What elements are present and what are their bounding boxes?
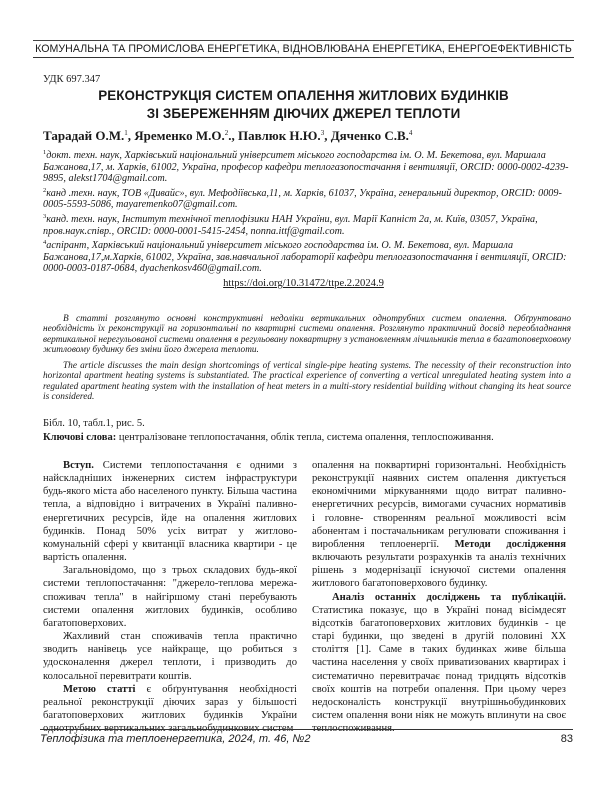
body-column-left (43, 459, 297, 735)
author: Дяченко С.В.$^4$ (330, 128, 413, 143)
section-header-text: КОМУНАЛЬНА ТА ПРОМИСЛОВА ЕНЕРГЕТИКА, ВІДНОВЛЮВАНА ЕНЕРГЕТИКА, ЕНЕРГОЕФЕКТИВНІСТЬ (35, 43, 572, 55)
section-header (33, 40, 574, 58)
keywords (43, 432, 571, 443)
paragraph: Загальновідомо, що з трьох складових будь-якої системи теплопостачання: "джерело-теплова мережа-споживач тепла" в найгіршому стані перебувають системи опалення житлових будинків, особливо багатоповерхових. (43, 565, 297, 629)
section-header-rule (33, 57, 574, 58)
doi-link[interactable]: https://doi.org/10.31472/ttpe.2.2024.9 (223, 278, 384, 289)
title-line-2: ЗІ ЗБЕРЕЖЕННЯМ ДІЮЧИХ ДЖЕРЕЛ ТЕПЛОТИ (146, 106, 461, 121)
article-title (30, 87, 577, 123)
paragraph: опалення на поквартирні горизонтальні. Необхідність реконструкції наявних систем опалення диктується економічними міркуваннями щодо витрат паливно-енергетичних ресурсів, вимогами сучасних нормативів і головне- створенням реальної можливості всім абонентам і постачальникам регулювати споживання і вироблення теплоенергії. Методи дослідження включають результати розрахунків та аналіз технічних рішень з модернізації існуючої системи опалення житлового багатоповерхового будинку. (312, 460, 566, 590)
body-column-right (312, 459, 566, 735)
abstract-ukrainian: В статті розглянуто основні конструктивні недоліки вертикальних однотрубних систем опалення. Обґрунтовано необхідність їх реконструкції на горизонтальні по квартирні системи опалення. Розглянуто практичний досвід переобладнання вертикальної нерегульованої системи опалення в регульовану поквартирну з установленням лічильників тепла в багатоповерховому житловому будинку без зміни його джерела теплоти. (43, 314, 571, 356)
author: Яременко М.О.$^2$., (134, 128, 238, 143)
affiliation: $^4$аспірант, Харківський національний університет міського господарства ім. О. М. Бекетова, вул. Маршала Бажанова,17,м.Харків, 61002, Україна, зав.навчальної лабораторії кафедри теплогазопостачання і вентиляції, ORCID: 0000-0003-0187-0684, dyachenkosv460@gmail.com. (43, 239, 567, 275)
bibliography-summary: Бібл. 10, табл.1, рис. 5. (43, 418, 145, 429)
abstract-english: The article discusses the main design shortcomings of vertical single-pipe heating systems. The necessity of their reconstruction into horizontal apartment heating systems is substantiated. The practical experience of converting a vertical unregulated heating system into a regulated apartment heating system with the installation of heat meters in a multi-story residential building without changing its heat source is considered. (43, 361, 571, 403)
affiliation: $^1$докт. техн. наук, Харківський національний університет міського господарства ім. О. М. Бекетова, вул. Маршала Бажанова,17, м. Харків, 61002, Україна, професор кафедри теплогазопостачання і вентиляції, ORCID: 0000-0002-4239-9895, alekst1704@gmail.com. (43, 149, 569, 185)
paragraph: Аналіз останніх досліджень та публікацій. Статистика показує, що в Україні понад вісімдесят відсотків багатоповерхових житлових будинків - це старі будинки, що зведені в другій половині XX століття [1]. Саме в таких будинках живе більша частина населення у своїх приватизованих квартирах і систематично перевитрачає понад тридцять відсотків своїх коштів на потреби опалення. При цьому через недосконалість конструкції внутрішньобудинкових систем опалення вони ніяк не можуть вплинути на своє теплоспоживання. (312, 591, 566, 735)
paragraph: Метою статті є обґрунтування необхідності реальної реконструкції діючих зараз у більшості багатоповерхових житлових будинків України однотрубних вертикальних загальнобудинкових систем (43, 683, 298, 735)
paragraph: Вступ. Системи теплопостачання є одними з найскладніших інженерних систем інфраструктури будь-якого міста або населеного пункту. Більша частина тепла, а відповідно і витрачених в Україні паливно-енергетичних ресурсів, йде на опалення житлових будинків. Понад 50% усіх витрат у житлово-комунальній сфері у квитанції власника квартири - це вартість опалення. (43, 460, 297, 564)
footer-journal-citation: Теплофізика та теплоенергетика, 2024, т. 46, №2 (40, 733, 311, 745)
author: Павлюк Н.Ю.$^3$, (238, 128, 331, 143)
page-number: 83 (560, 733, 573, 745)
author-list (43, 128, 412, 144)
affiliation: $^3$канд. техн. наук, Інститут технічної теплофізики НАН України, вул. Марії Капніст 2а, м. Київ, 03057, Україна, пров.наук.співр., ORCID: 0000-0001-5415-2454, nonna.ittf@gmail.com. (43, 212, 538, 237)
affiliation: $^2$канд .техн. наук, ТОВ «Дивайс», вул. Мефодіївська,11, м. Харків, 61037, Україна, генеральний директор, ORCID: 0009-0005-5593-5086, mayaremenko07@gmail.com. (43, 186, 562, 211)
paragraph: Жахливий стан споживачів тепла практично зводить нанівець усе найкраще, що робиться з удосконалення джерел теплоти, і призводить до колосальної перевитрати коштів. (43, 631, 297, 682)
keywords-label: Ключові слова: (43, 432, 117, 443)
title-line-1: РЕКОНСТРУКЦІЯ СИСТЕМ ОПАЛЕННЯ ЖИТЛОВИХ БУДИНКІВ (98, 88, 509, 103)
author: Тарадай О.М.$^1$, (43, 128, 135, 143)
footer-divider (40, 729, 573, 730)
udk-code: УДК 697.347 (43, 74, 101, 85)
affiliations (43, 147, 571, 275)
keywords-text: централізоване теплопостачання, облік тепла, система опалення, теплоспоживання. (116, 432, 494, 443)
